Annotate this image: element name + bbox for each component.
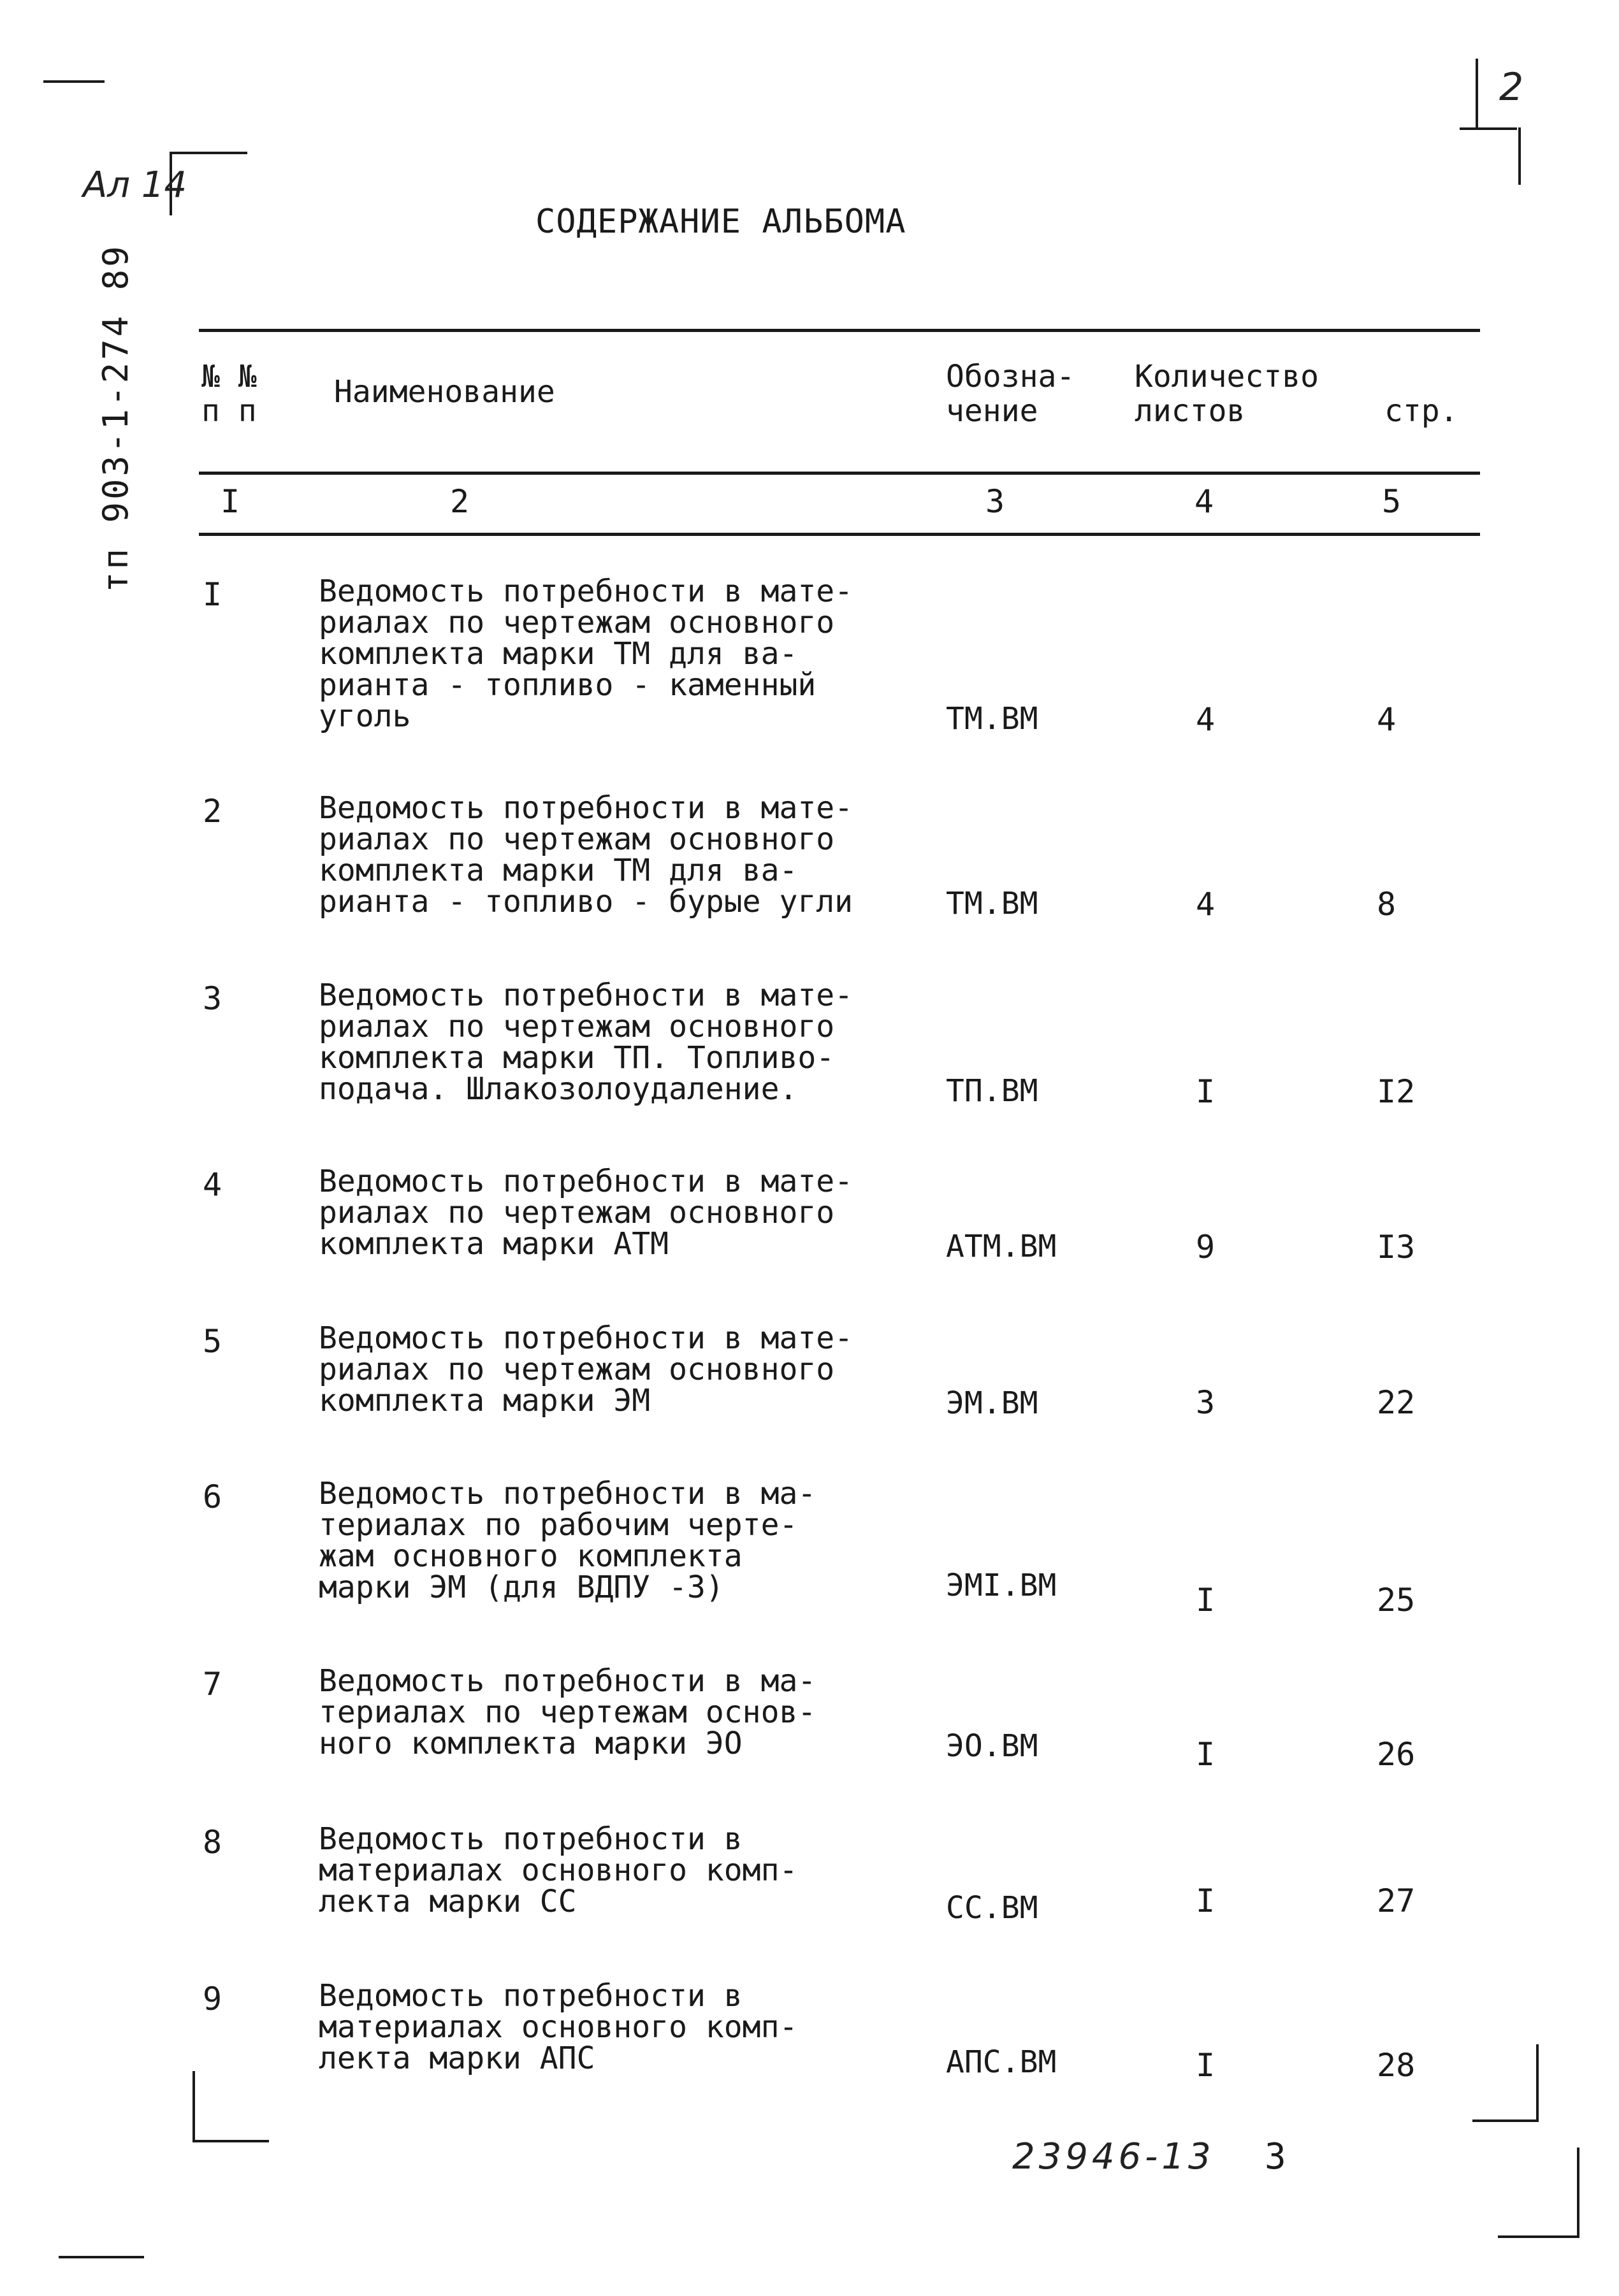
- row-page: I2: [1377, 1073, 1416, 1110]
- corner-mark: [43, 80, 105, 83]
- column-number: 3: [985, 483, 1005, 520]
- row-sheets: I: [1196, 1736, 1216, 1773]
- row-page: 25: [1377, 1582, 1416, 1619]
- row-name: Ведомость потребности в мате- риалах по чертежам основного комплекта марки ЭМ: [319, 1320, 853, 1419]
- row-number: 3: [203, 980, 222, 1017]
- row-name: Ведомость потребности в мате- риалах по чертежам основного комплекта марки ТП. Топливо- подача. Шлакозолоудаление.: [319, 978, 853, 1107]
- row-number: 2: [203, 793, 222, 830]
- header-code: Обозна- чение: [946, 359, 1075, 429]
- row-name: Ведомость потребности в мате- риалах по чертежам основного комплекта марки ТМ для ва- рианта - топливо - бурые угли: [319, 790, 853, 920]
- corner-mark: [1518, 127, 1521, 185]
- doc-number: 23946-13: [1012, 2136, 1215, 2177]
- row-page: 27: [1377, 1882, 1416, 1919]
- row-code: ТМ.ВМ: [946, 701, 1038, 737]
- row-number: 9: [203, 1981, 222, 2018]
- corner-mark: [59, 2256, 144, 2258]
- sheet-number: 3: [1265, 2136, 1286, 2177]
- row-page: I3: [1377, 1229, 1416, 1266]
- row-sheets: I: [1196, 1073, 1216, 1110]
- row-code: ТП.ВМ: [946, 1073, 1038, 1109]
- header-name: Наименование: [334, 374, 555, 410]
- row-name: Ведомость потребности в материалах основного комп- лекта марки СС: [319, 1821, 798, 1919]
- row-number: 5: [203, 1323, 222, 1360]
- column-numbers-rule: [199, 533, 1480, 536]
- row-sheets: 9: [1196, 1229, 1216, 1266]
- row-page: 28: [1377, 2047, 1416, 2084]
- row-sheets: I: [1196, 1582, 1216, 1619]
- row-sheets: I: [1196, 1882, 1216, 1919]
- page-title: СОДЕРЖАНИЕ АЛЬБОМА: [535, 203, 906, 241]
- page-number: 2: [1499, 65, 1524, 110]
- corner-mark: [192, 2140, 269, 2142]
- corner-mark: [1472, 2119, 1539, 2122]
- column-number: I: [221, 483, 240, 520]
- row-name: Ведомость потребности в материалах основного комп- лекта марки АПС: [319, 1978, 798, 2076]
- row-number: 8: [203, 1824, 222, 1861]
- header-num: № № п п: [201, 359, 257, 429]
- corner-mark: [192, 2071, 195, 2141]
- row-code: ЭО.ВМ: [946, 1728, 1038, 1764]
- row-name: Ведомость потребности в мате- риалах по чертежам основного комплекта марки АТМ: [319, 1164, 853, 1262]
- corner-mark: [1498, 2235, 1579, 2238]
- corner-mark: [171, 152, 247, 154]
- row-page: 22: [1377, 1384, 1416, 1421]
- row-number: 4: [203, 1166, 222, 1203]
- row-page: 8: [1377, 886, 1397, 923]
- row-number: 7: [203, 1666, 222, 1703]
- row-code: АТМ.ВМ: [946, 1229, 1057, 1264]
- row-sheets: I: [1196, 2047, 1216, 2084]
- row-sheets: 4: [1196, 886, 1216, 923]
- row-page: 4: [1377, 701, 1397, 738]
- column-number: 5: [1382, 483, 1402, 520]
- row-code: АПС.ВМ: [946, 2044, 1057, 2080]
- row-number: 6: [203, 1478, 222, 1515]
- row-name: Ведомость потребности в мате- риалах по чертежам основного комплекта марки ТМ для ва- рианта - топливо - каменный уголь: [319, 574, 853, 734]
- row-code: ЭМI.ВМ: [946, 1568, 1057, 1603]
- row-sheets: 3: [1196, 1384, 1216, 1421]
- corner-mark: [1460, 127, 1517, 130]
- column-number: 4: [1194, 483, 1214, 520]
- header-sheets: Количество листов: [1135, 359, 1319, 429]
- row-page: 26: [1377, 1736, 1416, 1773]
- corner-mark: [1476, 59, 1478, 129]
- column-number: 2: [450, 483, 470, 520]
- header-page: стр.: [1384, 393, 1458, 429]
- row-code: ТМ.ВМ: [946, 886, 1038, 921]
- corner-mark: [1536, 2044, 1539, 2121]
- row-name: Ведомость потребности в ма- териалах по рабочим черте- жам основного комплекта марки ЭМ (для ВДПУ -3): [319, 1476, 817, 1605]
- row-code: СС.ВМ: [946, 1890, 1038, 1926]
- header-bottom-rule: [199, 472, 1480, 475]
- row-name: Ведомость потребности в ма- териалах по чертежам основ- ного комплекта марки ЭО: [319, 1663, 817, 1761]
- side-code: тп 903-1-274 89: [96, 243, 136, 593]
- corner-mark: [1577, 2148, 1579, 2237]
- row-sheets: 4: [1196, 701, 1216, 738]
- table-top-rule: [199, 329, 1480, 332]
- row-code: ЭМ.ВМ: [946, 1385, 1038, 1421]
- margin-note: Ал 14: [83, 164, 187, 206]
- row-number: I: [203, 576, 222, 613]
